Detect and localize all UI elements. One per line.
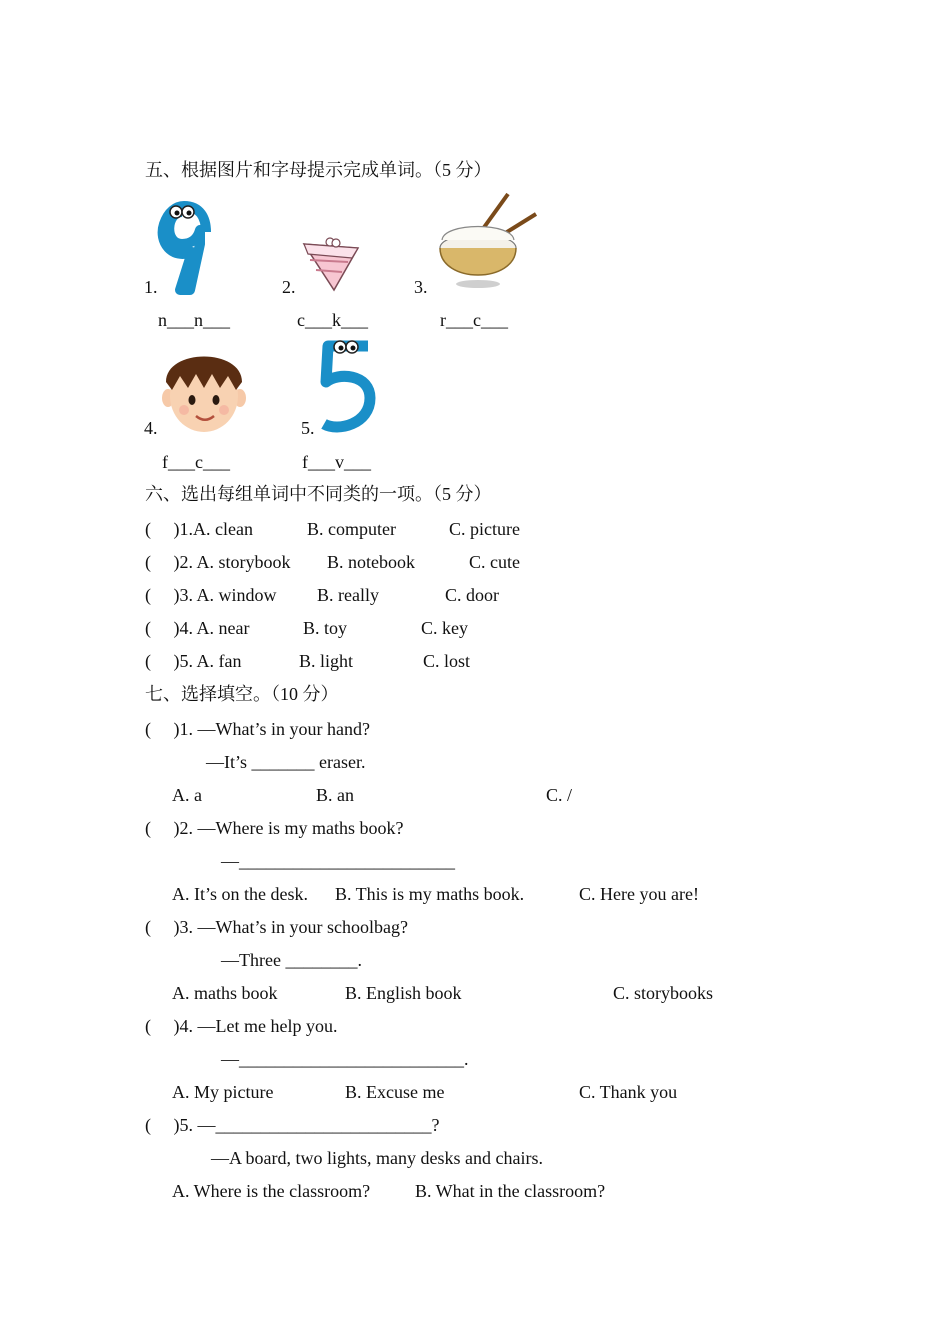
- option-c: C. picture: [449, 519, 520, 539]
- word-hint: r___c___: [440, 310, 508, 330]
- option-c: C. door: [445, 585, 499, 605]
- answer-line: —Three ________.: [221, 950, 362, 970]
- answer-line: —________________________: [221, 851, 455, 871]
- rice-bowl-icon: [432, 192, 538, 292]
- answer-line: —A board, two lights, many desks and chairs.: [211, 1148, 543, 1168]
- item-number: 1.: [144, 277, 158, 297]
- answer-line: —_________________________.: [221, 1049, 469, 1069]
- option-b: B. What in the classroom?: [415, 1181, 606, 1201]
- question-stem: ( )4. A. near: [145, 618, 250, 638]
- option-a: A. It’s on the desk.: [172, 884, 308, 904]
- question-stem: ( )5. —________________________?: [145, 1115, 440, 1135]
- option-b: B. notebook: [327, 552, 415, 572]
- five-digit-icon: [318, 338, 380, 434]
- cake-icon: [300, 236, 362, 294]
- option-b: B. really: [317, 585, 379, 605]
- item-number: 3.: [414, 277, 428, 297]
- word-hint: c___k___: [297, 310, 368, 330]
- option-c: C. key: [421, 618, 468, 638]
- option-b: B. light: [299, 651, 354, 671]
- option-b: B. toy: [303, 618, 348, 638]
- item-number: 4.: [144, 418, 158, 438]
- option-c: C. /: [546, 785, 573, 805]
- boy-face-icon: [162, 342, 246, 432]
- option-a: A. a: [172, 785, 202, 805]
- item-number: 5.: [301, 418, 315, 438]
- option-c: C. Here you are!: [579, 884, 699, 904]
- option-b: B. This is my maths book.: [335, 884, 525, 904]
- item-number: 2.: [282, 277, 296, 297]
- word-hint: f___v___: [302, 452, 371, 472]
- option-a: A. maths book: [172, 983, 278, 1003]
- section6-title: 六、选出每组单词中不同类的一项。（5 分）: [145, 484, 492, 504]
- word-hint: f___c___: [162, 452, 230, 472]
- question-stem: ( )1.A. clean: [145, 519, 253, 539]
- section5-title: 五、根据图片和字母提示完成单词。（5 分）: [145, 160, 492, 180]
- answer-line: —It’s _______ eraser.: [206, 752, 366, 772]
- nine-digit-icon: [160, 202, 210, 294]
- option-a: A. My picture: [172, 1082, 274, 1102]
- question-stem: ( )2. A. storybook: [145, 552, 291, 572]
- section7-title: 七、选择填空。（10 分）: [145, 684, 339, 704]
- option-c: C. storybooks: [613, 983, 714, 1003]
- option-b: B. English book: [345, 983, 462, 1003]
- option-c: C. Thank you: [579, 1082, 678, 1102]
- option-c: C. cute: [469, 552, 520, 572]
- question-stem: ( )4. —Let me help you.: [145, 1016, 338, 1036]
- question-stem: ( )2. —Where is my maths book?: [145, 818, 404, 838]
- question-stem: ( )3. A. window: [145, 585, 277, 605]
- option-c: C. lost: [423, 651, 471, 671]
- option-b: B. an: [316, 785, 354, 805]
- option-b: B. Excuse me: [345, 1082, 445, 1102]
- option-b: B. computer: [307, 519, 396, 539]
- question-stem: ( )1. —What’s in your hand?: [145, 719, 370, 739]
- option-a: A. Where is the classroom?: [172, 1181, 371, 1201]
- question-stem: ( )3. —What’s in your schoolbag?: [145, 917, 408, 937]
- word-hint: n___n___: [158, 310, 230, 330]
- question-stem: ( )5. A. fan: [145, 651, 242, 671]
